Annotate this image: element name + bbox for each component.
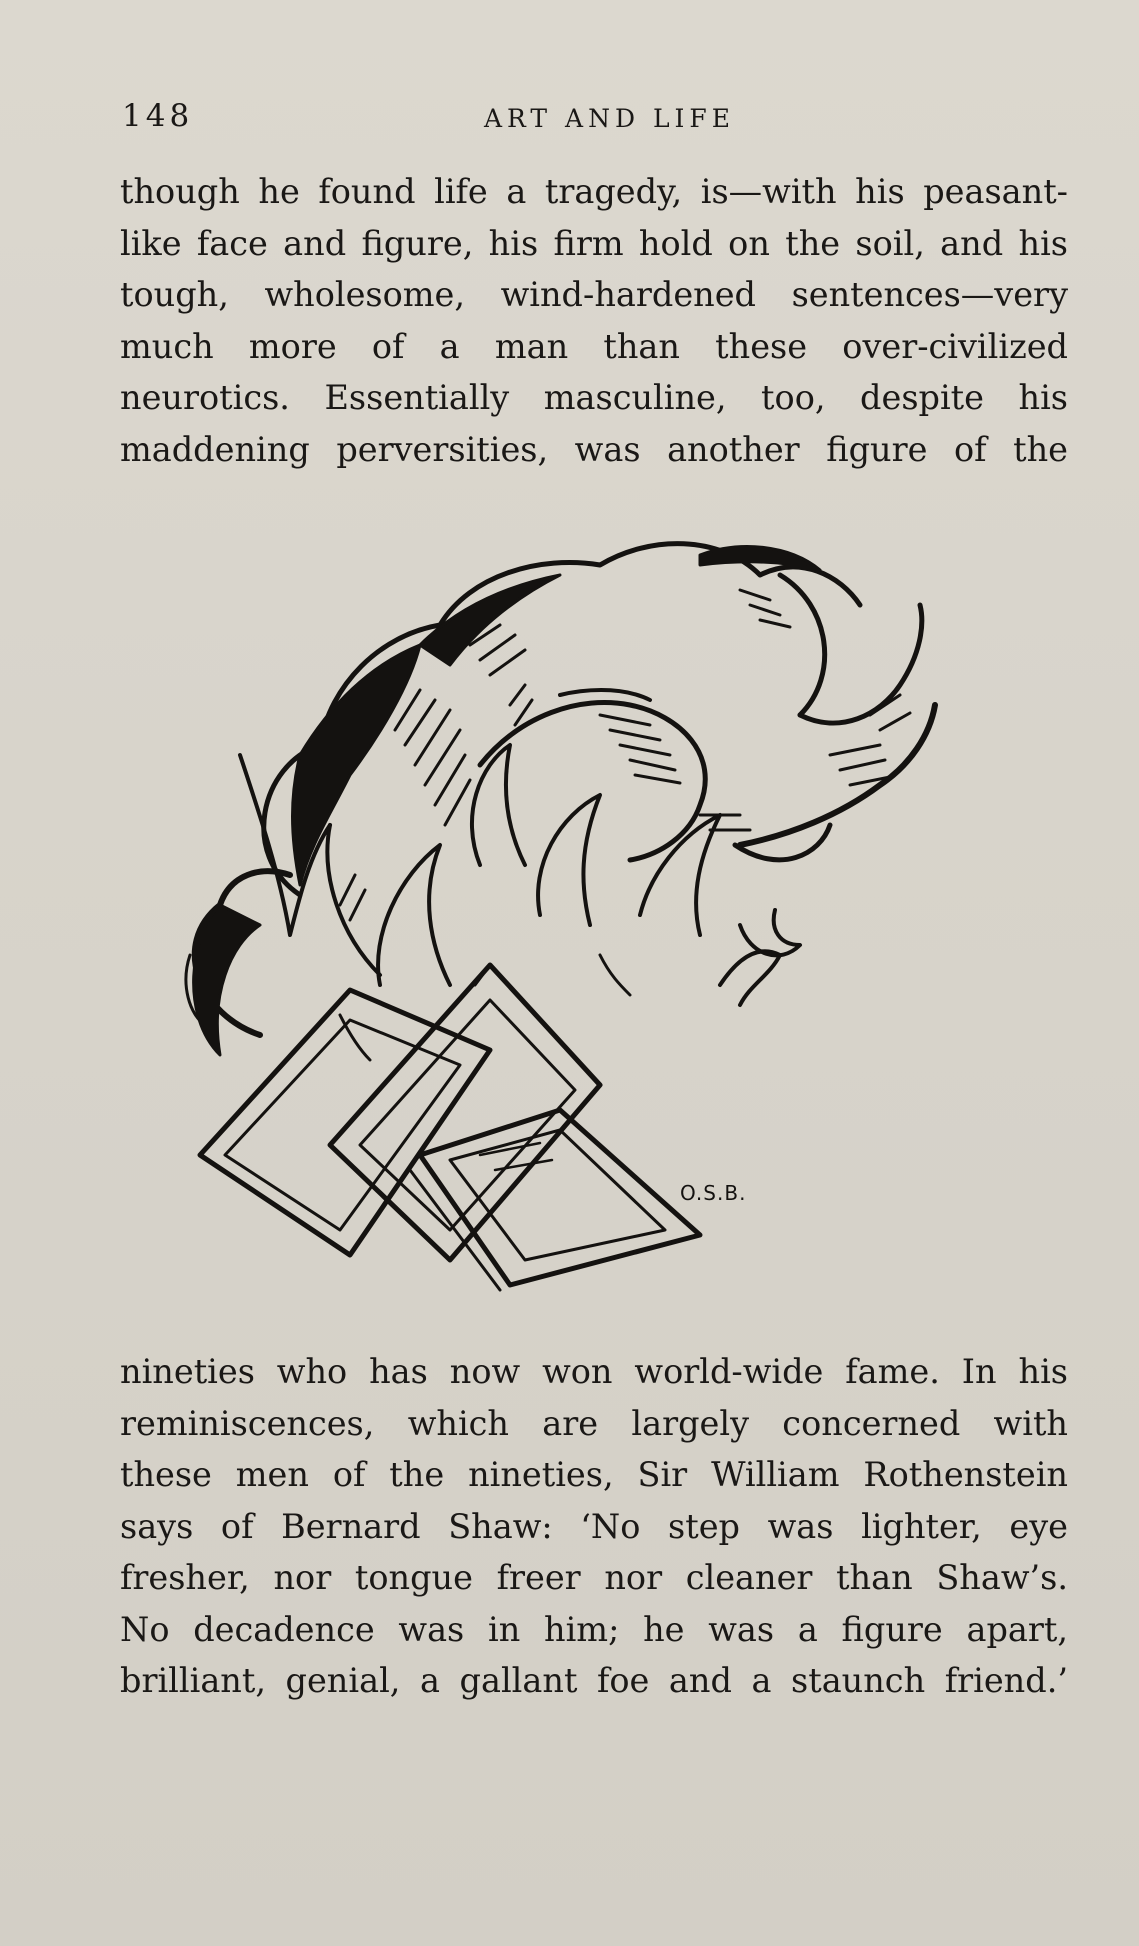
running-head: ART AND LIFE	[483, 104, 736, 133]
text-line: tough, wholesome, wind-hardened sentences—very	[120, 275, 1068, 314]
text-line: No decadence was in him; he was a figure apart,	[120, 1609, 1068, 1649]
bottom-paragraph	[120, 1346, 1068, 1707]
page-number: 148	[122, 98, 194, 134]
burning-frames-illustration	[180, 515, 1000, 1315]
text-line: nineties who has now won world-wide fame. In his	[120, 1352, 1068, 1391]
artist-signature: O.S.B.	[680, 1181, 747, 1205]
text-line: brilliant, genial, a gallant foe and a staunch friend.’	[120, 1661, 1068, 1700]
picture-frame	[420, 1110, 700, 1285]
text-line: these men of the nineties, Sir William Rothenstein	[120, 1455, 1068, 1494]
text-line: neurotics. Essentially masculine, too, despite his	[120, 378, 1068, 417]
page-header	[122, 98, 1067, 138]
text-line: says of Bernard Shaw: ‘No step was lighter, eye	[120, 1506, 1068, 1546]
top-paragraph	[120, 166, 1068, 475]
text-line: though he found life a tragedy, is—with his peasant-	[120, 172, 1068, 211]
text-line: maddening perversities, was another figure of the	[120, 429, 1068, 469]
text-line: reminiscences, which are largely concerned with	[120, 1403, 1068, 1443]
text-line: like face and figure, his firm hold on the soil, and his	[120, 223, 1068, 263]
text-line: fresher, nor tongue freer nor cleaner than Shaw’s.	[120, 1558, 1068, 1597]
text-line: much more of a man than these over-civilized	[120, 326, 1068, 366]
